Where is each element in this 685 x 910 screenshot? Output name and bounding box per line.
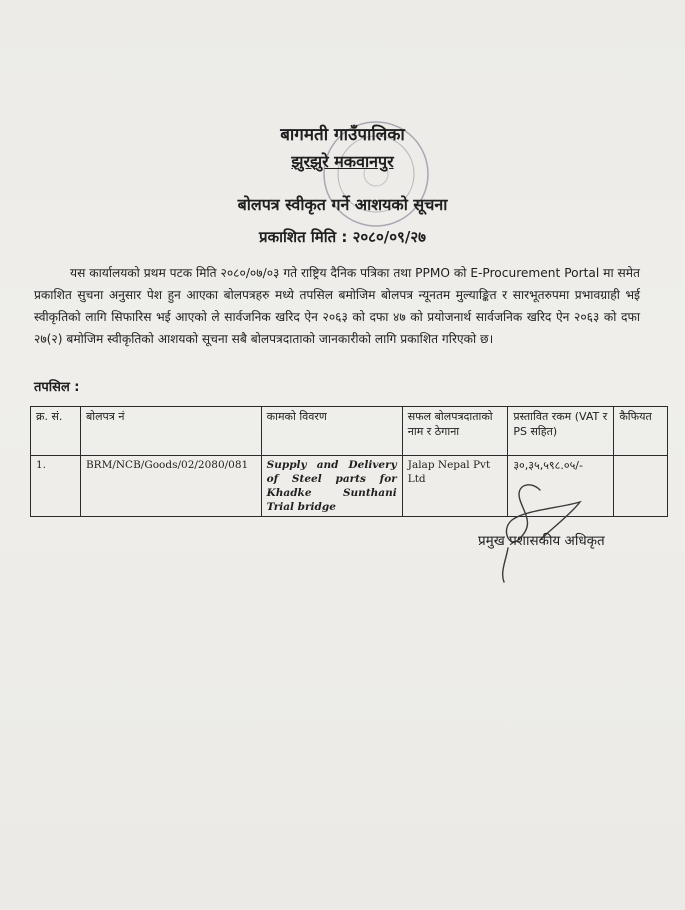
details-label: तपसिल : — [34, 380, 80, 395]
notice-body: यस कार्यालयको प्रथम पटक मिति २०८०/०७/०३ गते राष्ट्रिय दैनिक पत्रिका तथा PPMO को E-Procurement Portal मा समेत प्रकाशित सुचना अनुसार पेश हुन आएका बोलपत्रहरु मध्ये तपसिल बमोजिम बोलपत्र न्यूनतम मुल्याङ्कित र सारभूतरुपमा प्रभावग्राही भई स्वीकृतिको लागि सिफारिस भई आएको ले सार्वजनिक खरिद ऐन २०६३ को दफा ४७ को प्रयोजनार्थ सार्वजनिक खरिद ऐन २०६३ को दफा २७(२) बमोजिम स्वीकृतिको आशयको सूचना सबै बोलपत्रदाताको जानकारीको लागि प्रकाशित गरिएको छ। — [34, 266, 640, 346]
location-name: झुरझुरे मकवानपुर — [291, 152, 394, 171]
header-work: कामको विवरण — [261, 407, 402, 456]
signature — [470, 470, 610, 590]
header-remarks: कैफियत — [614, 407, 668, 456]
header-amount: प्रस्तावित रकम (VAT र PS सहित) — [508, 407, 614, 456]
table-header-row — [31, 407, 668, 456]
signatory-title: प्रमुख प्रशासकीय अधिकृत — [478, 533, 605, 549]
header-bidder: सफल बोलपत्रदाताको नाम र ठेगाना — [402, 407, 508, 456]
cell-amount: ३०,३५,५९८.०५/- — [508, 456, 614, 517]
header-bid-no: बोलपत्र नं — [80, 407, 261, 456]
cell-remarks — [614, 456, 668, 517]
cell-bidder: Jalap Nepal Pvt Ltd — [402, 456, 508, 517]
cell-sn: 1. — [31, 456, 81, 517]
cell-work: Supply and Delivery of Steel parts for Khadke Sunthani Trial bridge — [261, 456, 402, 517]
published-date: प्रकाशित मिति : २०८०/०९/२७ — [259, 228, 426, 246]
notice-title: बोलपत्र स्वीकृत गर्ने आशयको सूचना — [237, 195, 448, 214]
municipality-name: बागमती गाउँपालिका — [280, 125, 405, 145]
cell-bid-no: BRM/NCB/Goods/02/2080/081 — [80, 456, 261, 517]
header-sn: क्र. सं. — [31, 407, 81, 456]
